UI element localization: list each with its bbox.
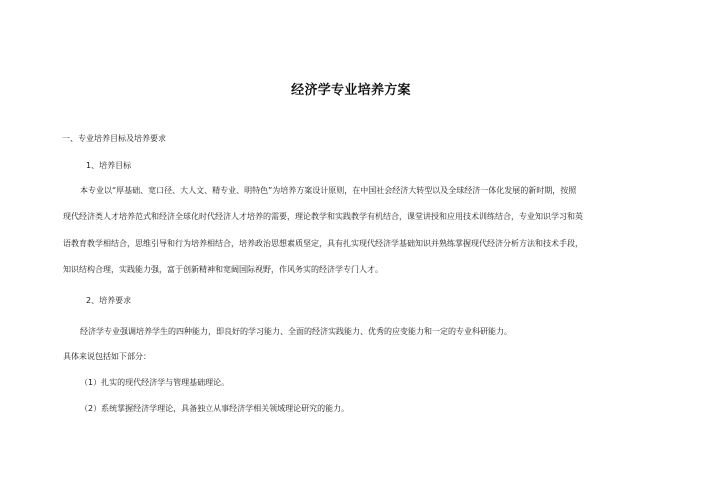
list-item: （1）扎实的现代经济学与管理基础理论。	[80, 378, 230, 387]
document-title: 经济学专业培养方案	[291, 83, 411, 98]
paragraph-line: 现代经济类人才培养范式和经济全球化时代经济人才培养的需要，理论教学和实践教学有机结合，课堂讲授和应用技术训练结合，专业知识学习和英	[63, 212, 583, 221]
paragraph-line: 知识结构合理，实践能力强，富于创新精神和宽阔国际视野，作风务实的经济学专门人才。	[63, 265, 383, 274]
paragraph-line: 语教育教学相结合，思维引导和行为培养相结合，培养政治思想素质坚定，具有扎实现代经济学基础知识并熟练掌握现代经济分析方法和技术手段，	[63, 239, 583, 248]
paragraph-details-intro: 具体来说包括如下部分：	[63, 352, 151, 361]
subsection-heading-training-requirements: 2、培养要求	[86, 296, 132, 305]
subsection-heading-training-goals: 1、培养目标	[86, 161, 132, 170]
section-heading: 一、专业培养目标及培养要求	[62, 134, 166, 143]
paragraph-requirements: 经济学专业强调培养学生的四种能力，即良好的学习能力、全面的经济实践能力、优秀的应变能力和一定的专业科研能力。	[80, 327, 512, 336]
list-item: （2）系统掌握经济学理论，具备独立从事经济学相关领域理论研究的能力。	[80, 404, 350, 413]
paragraph-line: 本专业以“厚基础、宽口径、大人文、精专业、明特色”为培养方案设计原则，在中国社会经济大转型以及全球经济一体化发展的新时期，按照	[80, 186, 577, 195]
